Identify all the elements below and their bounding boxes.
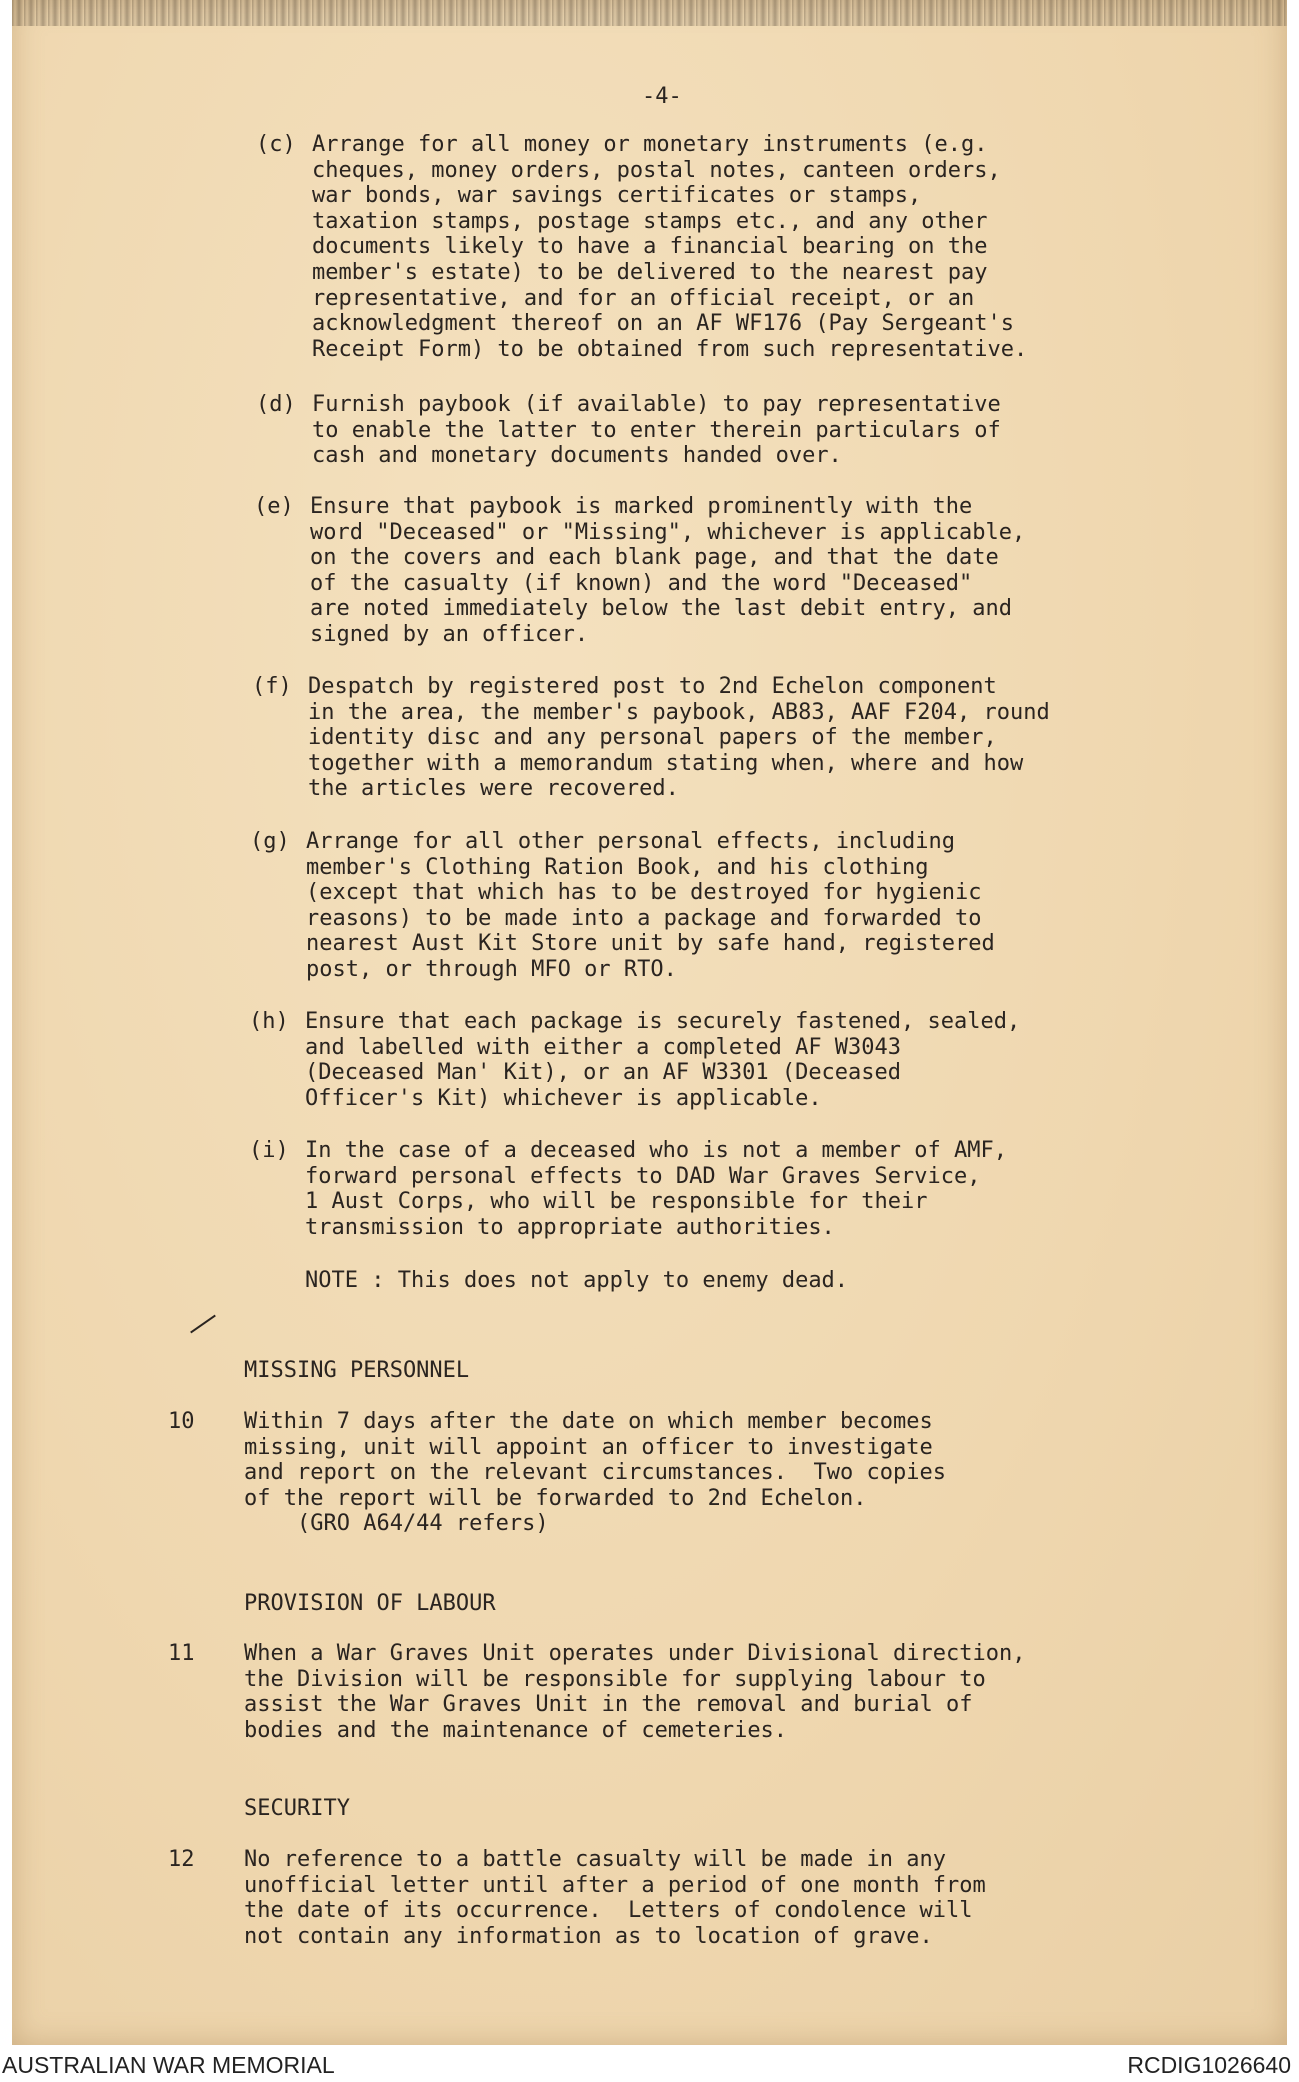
paragraph-number: 10 (168, 1409, 195, 1434)
item-label: (d) (256, 392, 296, 417)
item-label: (f) (252, 674, 292, 699)
document-page (12, 0, 1287, 2045)
scanned-top-edge (12, 0, 1287, 26)
item-text: Arrange for all other personal effects, including member's Clothing Ration Book, and his clothing (except that which has to be destroyed for hygienic reasons) to be made into a package and forwarded to nearest Aust Kit Store unit by safe hand, registered post, or through MFO or RTO. (306, 829, 995, 982)
section-heading-provision-of-labour: PROVISION OF LABOUR (244, 1591, 496, 1616)
footer-catalogue-id: RCDIG1026640 (1127, 2052, 1291, 2078)
item-label: (g) (250, 829, 290, 854)
footer-institution: AUSTRALIAN WAR MEMORIAL (2, 2052, 335, 2078)
section-heading-missing-personnel: MISSING PERSONNEL (244, 1358, 470, 1383)
paragraph-text: Within 7 days after the date on which member becomes missing, unit will appoint an officer to investigate and report on the relevant circumstances. Two copies of the report will be forwarded to 2nd Echelon. (GRO A64/44 refers) (244, 1409, 946, 1537)
paragraph-number: 11 (168, 1641, 195, 1666)
item-text: Ensure that each package is securely fastened, sealed, and labelled with either a completed AF W3043 (Deceased Man' Kit), or an AF W3301 (Deceased Officer's Kit) whichever is applicable. (305, 1009, 1021, 1111)
note-text: NOTE : This does not apply to enemy dead. (305, 1268, 849, 1293)
item-text: Arrange for all money or monetary instruments (e.g. cheques, money orders, postal notes, canteen orders, war bonds, war savings certificates or stamps, taxation stamps, postage stamps etc., and any other documents likely to have a financial bearing on the member's estate) to be delivered to the nearest pay representative, and for an official receipt, or an acknowledgment thereof on an AF WF176 (Pay Sergeant's Receipt Form) to be obtained from such representative. (312, 132, 1028, 362)
item-label: (c) (256, 132, 296, 157)
paragraph-text: No reference to a battle casualty will be made in any unofficial letter until after a period of one month from the date of its occurrence. Letters of condolence will not contain any information as to location of grave. (244, 1847, 986, 1949)
item-label: (i) (249, 1138, 289, 1163)
item-label: (h) (249, 1009, 289, 1034)
archive-footer (0, 2050, 1299, 2082)
pen-mark (190, 1315, 216, 1334)
item-text: In the case of a deceased who is not a member of AMF, forward personal effects to DAD War Graves Service, 1 Aust Corps, who will be responsible for their transmission to appropriate authorities. (305, 1138, 1007, 1240)
page-number: -4- (642, 84, 682, 109)
paragraph-number: 12 (168, 1847, 195, 1872)
item-text: Furnish paybook (if available) to pay representative to enable the latter to enter therein particulars of cash and monetary documents handed over. (312, 392, 1001, 469)
item-text: Ensure that paybook is marked prominently with the word "Deceased" or "Missing", whichever is applicable, on the covers and each blank page, and that the date of the casualty (if known) and the word "Deceased" are noted immediately below the last debit entry, and signed by an officer. (310, 494, 1026, 647)
item-label: (e) (254, 494, 294, 519)
paragraph-text: When a War Graves Unit operates under Divisional direction, the Division will be responsible for supplying labour to assist the War Graves Unit in the removal and burial of bodies and the maintenance of cemeteries. (244, 1641, 1026, 1743)
item-text: Despatch by registered post to 2nd Echelon component in the area, the member's paybook, AB83, AAF F204, round identity disc and any personal papers of the member, together with a memorandum stating when, where and how the articles were recovered. (308, 674, 1050, 802)
section-heading-security: SECURITY (244, 1796, 350, 1821)
